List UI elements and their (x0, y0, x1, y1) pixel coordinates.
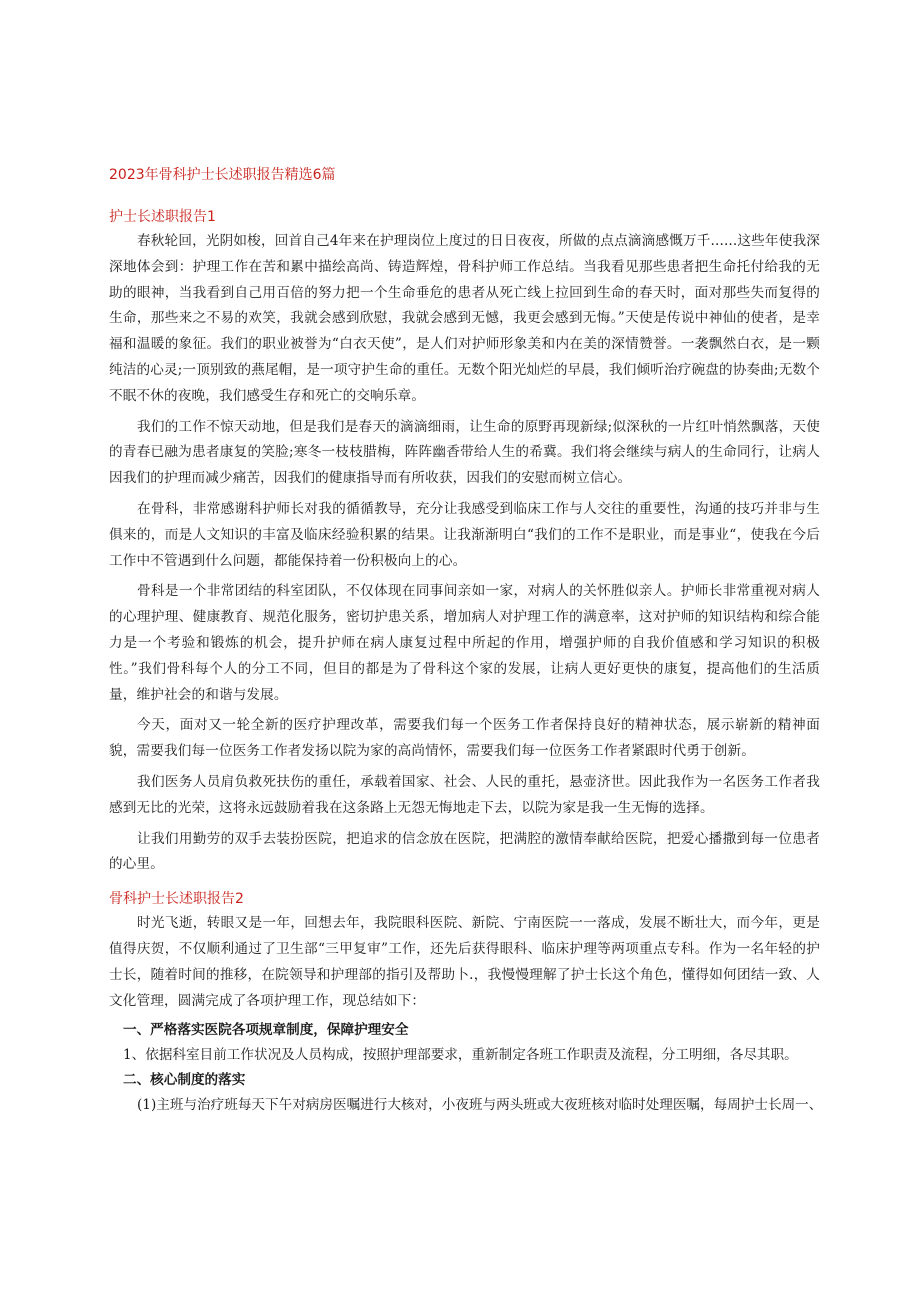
section-heading-2: 骨科护士长述职报告2 (109, 891, 244, 908)
list-item: 1、依据科室目前工作状况及人员构成，按照护理部要求，重新制定各班工作职责及流程，分工明细，各尽其职。 (123, 1047, 798, 1064)
paragraph: 让我们用勤劳的双手去装扮医院，把追求的信念放在医院，把满腔的激情奉献给医院，把爱心播撒到每一位患者的心里。 (109, 830, 820, 873)
paragraph: 我们的工作不惊天动地，但是我们是春天的滴滴细雨，让生命的原野再现新绿;似深秋的一片红叶悄然飘落，天使的青春已融为患者康复的笑脸;寒冬一枝枝腊梅，阵阵幽香带给人生的希冀。我们将会继续与病人的生命同行，让病人因我们的护理而减少痛苦，因我们的健康指导而有所收获，因我们的安慰而树立信心。 (109, 418, 820, 487)
section-heading-1: 护士长述职报告1 (109, 209, 216, 225)
document-title: 2023年骨科护士长述职报告精选6篇 (109, 167, 336, 183)
list-item: (1)主班与治疗班每天下午对病房医嘱进行大核对，小夜班与两头班或大夜班核对临时处理医嘱，每周护士长周一、 (137, 1097, 823, 1114)
paragraph: 今天，面对又一轮全新的医疗护理改革，需要我们每一个医务工作者保持良好的精神状态，展示崭新的精神面貌，需要我们每一位医务工作者发扬以院为家的高尚情怀，需要我们每一位医务工作者紧跟时代勇于创新。 (109, 717, 820, 760)
paragraph: 时光飞逝，转眼又是一年，回想去年，我院眼科医院、新院、宁南医院一一落成，发展不断壮大，而今年，更是值得庆贺，不仅顺利通过了卫生部“三甲复审”工作，还先后获得眼科、临床护理等两项重点专科。作为一名年轻的护士长，随着时间的推移，在院领导和护理部的指引及帮助卜.，我慢慢理解了护士长这个角色，懂得如何团结一致、人文化管理，圆满完成了各项护理工作，现总结如下： (109, 915, 820, 1009)
document-body (109, 165, 823, 1116)
paragraph: 我们医务人员肩负救死扶伤的重任，承载着国家、社会、人民的重托，悬壶济世。因此我作为一名医务工作者我感到无比的光荣，这将永远鼓励着我在这条路上无怨无悔地走下去，以院为家是我一生无悔的选择。 (109, 773, 820, 816)
paragraph: 骨科是一个非常团结的科室团队，不仅体现在同事间亲如一家，对病人的关怀胜似亲人。护师长非常重视对病人的心理护理、健康教育、规范化服务，密切护患关系，增加病人对护理工作的满意率，这对护师的知识结构和综合能力是一个考验和锻炼的机会，提升护师在病人康复过程中所起的作用，增强护师的自我价值感和学习知识的积极性。”我们骨科每个人的分工不同，但目的都是为了骨科这个家的发展，让病人更好更快的康复，提高他们的生活质量，维护社会的和谐与发展。 (109, 583, 820, 703)
paragraph: 春秋轮回，光阴如梭，回首自己4年来在护理岗位上度过的日日夜夜，所做的点点滴滴感慨万千......这些年使我深深地体会到：护理工作在苦和累中描绘高尚、铸造辉煌，骨科护师工作总结。当我看见那些患者把生命托付给我的无助的眼神，当我看到自己用百倍的努力把一个生命垂危的患者从死亡线上拉回到生命的春天时，面对那些失而复得的生命，那些来之不易的欢笑，我就会感到欣慰，我就会感到无憾，我更会感到无悔。”天使是传说中神仙的使者，是幸福和温暖的象征。我们的职业被誉为“白衣天使”，是人们对护师形象美和内在美的深情赞誉。一袭飘然白衣，是一颗纯洁的心灵;一顶别致的燕尾帽，是一项守护生命的重任。无数个阳光灿烂的早晨，我们倾听治疗碗盘的协奏曲;无数个不眠不休的夜晚，我们感受生存和死亡的交响乐章。 (109, 233, 820, 404)
subheading: 一、严格落实医院各项规章制度，保障护理安全 (123, 1022, 409, 1039)
paragraph: 在骨科，非常感谢科护师长对我的循循教导，充分让我感受到临床工作与人交往的重要性，沟通的技巧并非与生俱来的，而是人文知识的丰富及临床经验积累的结果。让我渐渐明白“我们的工作不是职业，而是事业“，使我在今后工作中不管遇到什么问题，都能保持着一份积极向上的心。 (109, 500, 820, 569)
subheading: 二、核心制度的落实 (123, 1072, 246, 1089)
